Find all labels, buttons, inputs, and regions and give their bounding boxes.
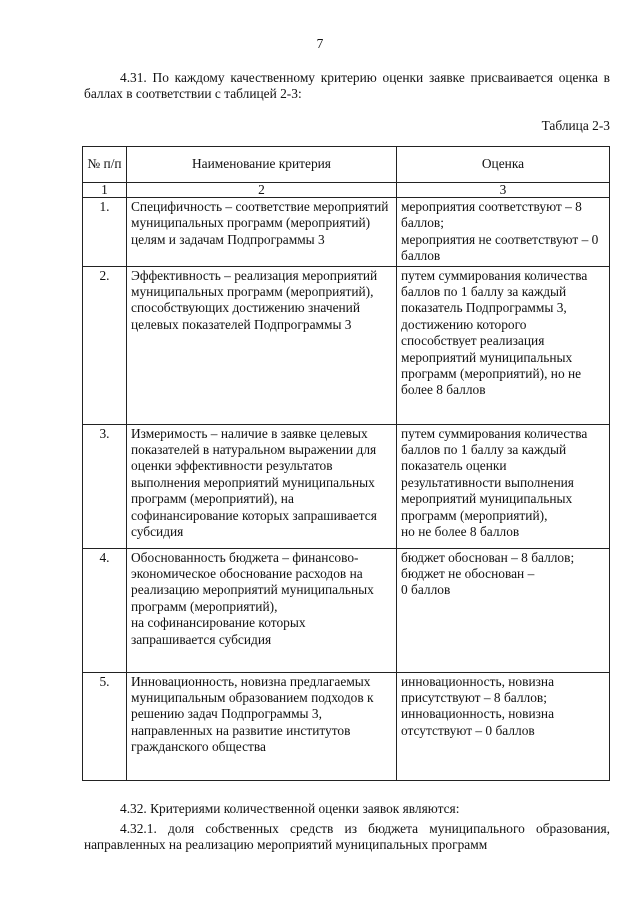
table-row bbox=[83, 198, 610, 267]
header-number: № п/п bbox=[83, 147, 127, 183]
table-row bbox=[83, 424, 610, 548]
index-cell: 2 bbox=[127, 183, 397, 198]
row-criterion: Специфичность – соответствие мероприятий муниципальных программ (мероприятий) целям и задачам Подпрограммы 3 bbox=[127, 198, 397, 267]
table-row bbox=[83, 266, 610, 424]
paragraph-4-32-1: 4.32.1. доля собственных средств из бюджета муниципального образования, направленных на реализацию мероприятий муниципальных программ bbox=[84, 821, 610, 853]
header-criterion: Наименование критерия bbox=[127, 147, 397, 183]
table-index-row bbox=[83, 183, 610, 198]
row-criterion: Инновационность, новизна предлагаемых муниципальным образованием подходов к решению задач Подпрограммы 3, направленных на развитие институтов гражданского общества bbox=[127, 672, 397, 780]
row-score: путем суммирования количества баллов по 1 баллу за каждый показатель оценки результативности выполнения мероприятий муниципальных программ (мероприятий), но не более 8 баллов bbox=[397, 424, 610, 548]
row-number: 3. bbox=[83, 424, 127, 548]
header-score: Оценка bbox=[397, 147, 610, 183]
intro-paragraph: 4.31. По каждому качественному критерию оценки заявке присваивается оценка в баллах в соответствии с таблицей 2-3: bbox=[84, 70, 610, 102]
table-caption: Таблица 2-3 bbox=[541, 118, 610, 133]
row-number: 1. bbox=[83, 198, 127, 267]
row-number: 2. bbox=[83, 266, 127, 424]
criteria-table bbox=[82, 146, 610, 781]
table-row bbox=[83, 672, 610, 780]
index-cell: 3 bbox=[397, 183, 610, 198]
table-header-row bbox=[83, 147, 610, 183]
row-number: 5. bbox=[83, 672, 127, 780]
page-number: 7 bbox=[316, 36, 324, 51]
row-criterion: Обоснованность бюджета – финансово-экономическое обоснование расходов на реализацию мероприятий муниципальных программ (мероприятий), на софинансирование которых запрашивается субсидия bbox=[127, 548, 397, 672]
row-number: 4. bbox=[83, 548, 127, 672]
row-score: путем суммирования количества баллов по 1 баллу за каждый показатель Подпрограммы 3, достижению которого способствует реализация мероприятий муниципальных программ (мероприятий), но не более 8 баллов bbox=[397, 266, 610, 424]
index-cell: 1 bbox=[83, 183, 127, 198]
row-score: мероприятия соответствуют – 8 баллов; мероприятия не соответствуют – 0 баллов bbox=[397, 198, 610, 267]
row-criterion: Измеримость – наличие в заявке целевых показателей в натуральном выражении для оценки эффективности результатов выполнения мероприятий муниципальных программ (мероприятий), на софинансирование которых запрашивается субсидия bbox=[127, 424, 397, 548]
row-criterion: Эффективность – реализация мероприятий муниципальных программ (мероприятий), способствующих достижению значений целевых показателей Подпрограммы 3 bbox=[127, 266, 397, 424]
row-score: бюджет обоснован – 8 баллов; бюджет не обоснован – 0 баллов bbox=[397, 548, 610, 672]
table-row bbox=[83, 548, 610, 672]
row-score: инновационность, новизна присутствуют – 8 баллов; инновационность, новизна отсутствуют – 0 баллов bbox=[397, 672, 610, 780]
paragraph-4-32: 4.32. Критериями количественной оценки заявок являются: bbox=[120, 801, 460, 816]
